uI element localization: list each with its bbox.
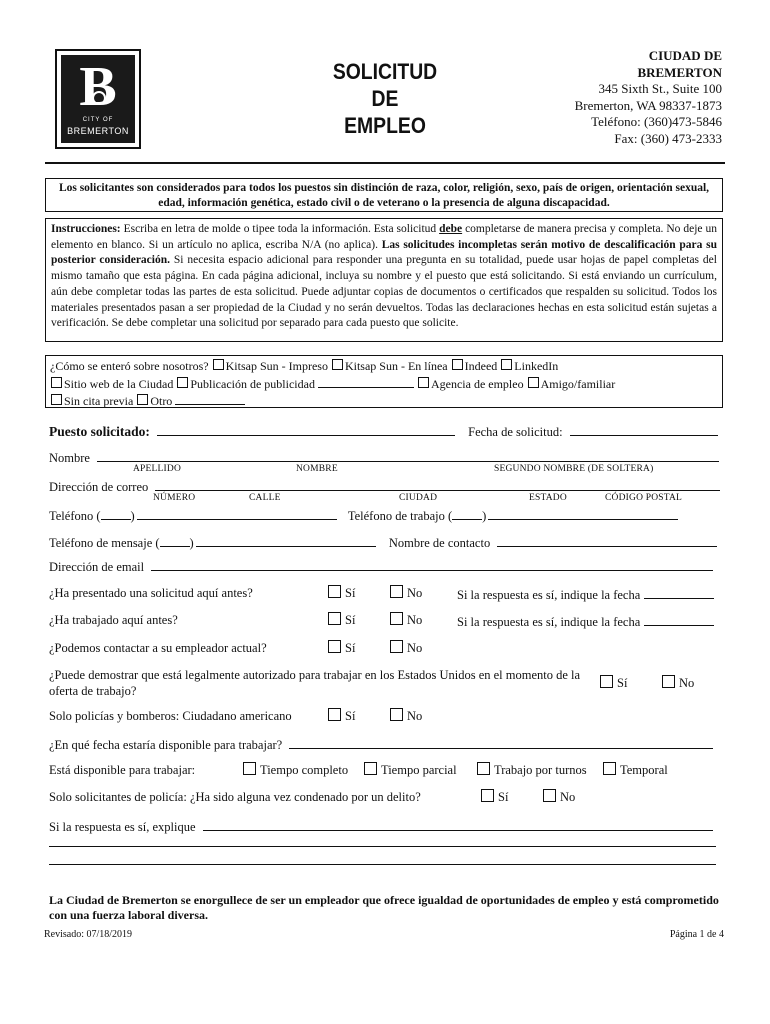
applied-date-field[interactable] <box>644 586 714 599</box>
instructions-box <box>45 218 723 342</box>
worked-date-label: Si la respuesta es sí, indique la fecha <box>457 615 641 629</box>
sub-middle-name: SEGUNDO NOMBRE (DE SOLTERA) <box>494 464 654 474</box>
sub-zip: CÓDIGO POSTAL <box>605 493 683 503</box>
position-label: Puesto solicitado: <box>49 424 150 439</box>
label-walk-in: Sin cita previa <box>64 394 134 408</box>
label-kitsap-online: Kitsap Sun - En línea <box>344 359 448 373</box>
label-kitsap-print: Kitsap Sun - Impreso <box>225 359 328 373</box>
label-other: Otro <box>150 394 173 408</box>
mailing-address-field[interactable] <box>155 478 720 491</box>
yes-label: Sí <box>345 613 356 627</box>
equal-opportunity-statement: La Ciudad de Bremerton se enorgullece de ser un empleador que ofrece igualdad de oportunidades de empleo y está comprometido con una fuerza laboral diversa. <box>49 893 719 922</box>
checkbox-kitsap-print[interactable] <box>213 359 224 370</box>
q-applied-before-yes <box>328 585 355 601</box>
instructions-text-1: Escriba en letra de molde o tipee toda la información. Esta solicitud <box>120 223 440 235</box>
q-contact-employer-label: ¿Podemos contactar a su empleador actual? <box>49 641 267 655</box>
label-friend-family: Amigo/familiar <box>540 376 616 391</box>
application-date-label: Fecha de solicitud: <box>468 425 563 439</box>
checkbox-conviction-no[interactable] <box>543 789 556 802</box>
q-contact-employer-no <box>390 640 422 656</box>
contact-name-label: Nombre de contacto <box>388 536 491 550</box>
option-temporary <box>603 762 668 778</box>
shift-work-label: Trabajo por turnos <box>494 763 587 777</box>
no-label: No <box>560 790 576 804</box>
q-citizen-no <box>390 708 422 724</box>
phone-area-code-field[interactable] <box>101 507 131 520</box>
sub-last-name: APELLIDO <box>133 464 182 474</box>
nondiscrimination-text: Los solicitantes son considerados para todos los puestos sin distinción de raza, color, religión, sexo, país de origen, orientación sexual, edad, información genética, estado civil o de veterano o la presencia de alguna discapacidad. <box>58 182 710 209</box>
q-work-authorization-no <box>662 675 694 691</box>
q-worked-before-label: ¿Ha trabajado aquí antes? <box>49 613 178 627</box>
q-work-authorization-yes <box>600 675 627 691</box>
checkbox-full-time[interactable] <box>243 762 256 775</box>
publication-field[interactable] <box>318 375 414 388</box>
checkbox-city-website[interactable] <box>51 377 62 388</box>
title-line-2: DE <box>371 86 399 111</box>
logo-name: BREMERTON <box>67 126 129 136</box>
message-phone-label: Teléfono de mensaje ( <box>49 536 160 550</box>
email-row <box>49 558 713 575</box>
explain-line-3[interactable] <box>49 864 716 865</box>
label-indeed: Indeed <box>464 359 498 373</box>
checkbox-walk-in[interactable] <box>51 394 62 405</box>
phone-row: Teléfono ( ) Teléfono de trabajo ( ) <box>49 507 678 524</box>
explain-label: Si la respuesta es sí, explique <box>49 820 196 834</box>
checkbox-indeed[interactable] <box>452 359 463 370</box>
instructions-bold: Las solicitudes incompletas serán motivo de descalificación para su posterior consideración. <box>51 238 717 267</box>
explain-row <box>49 818 713 835</box>
referral-box <box>45 355 723 408</box>
org-name-2: BREMERTON <box>637 64 722 80</box>
no-label: No <box>679 676 695 690</box>
city-address <box>575 48 722 147</box>
message-phone-area-code-field[interactable] <box>160 534 190 547</box>
instructions-text-3: Si necesita espacio adicional para responder una pregunta en su totalidad, puede usar hojas de papel completas del mismo tamaño que esta página. En cada página adicional, incluya su nombre y el puesto que está solicitando. Si está enviando un currículum, aún debe completar todas las partes de esta solicitud. Puede adjuntar copias de documentos o certificados que respalden su solicitud. Todos los materiales presentados pasan a ser propiedad de la Ciudad y no serán devueltos. Todas las declaraciones hechas en esta solicitud están sujetas a verificación. Se debe completar una solicitud por separado para cada puesto que solicite. <box>51 254 717 330</box>
yes-label: Sí <box>498 790 509 804</box>
q-worked-before-no <box>390 612 422 628</box>
option-part-time <box>364 762 457 778</box>
label-publication: Publicación de publicidad <box>190 376 315 391</box>
availability-type-label: Está disponible para trabajar: <box>49 763 196 777</box>
no-label: No <box>407 709 423 723</box>
q-conviction-yes <box>481 789 508 805</box>
checkbox-shift-work[interactable] <box>477 762 490 775</box>
no-label: No <box>407 613 423 627</box>
application-date-field[interactable] <box>570 423 718 436</box>
referral-question: ¿Cómo se enteró sobre nosotros? <box>50 359 209 373</box>
checkbox-worked-before-no[interactable] <box>390 612 403 625</box>
no-label: No <box>407 641 423 655</box>
instructions-label: Instrucciones: <box>51 223 121 235</box>
q-work-authorization-label: ¿Puede demostrar que está legalmente autorizado para trabajar en los Estados Unidos en el momento de la oferta de trabajo? <box>49 668 581 698</box>
q-contact-employer-yes <box>328 640 355 656</box>
availability-date-field[interactable] <box>289 736 713 749</box>
logo-city-of: CITY OF <box>82 117 114 123</box>
phone-field[interactable] <box>137 507 337 520</box>
checkbox-applied-before-no[interactable] <box>390 585 403 598</box>
position-field[interactable] <box>157 423 455 436</box>
availability-date-label: ¿En qué fecha estaría disponible para trabajar? <box>49 738 283 752</box>
checkbox-citizen-yes[interactable] <box>328 708 341 721</box>
phone-number: Teléfono: (360)473-5846 <box>591 114 722 129</box>
fax-number: Fax: (360) 473-2333 <box>614 130 722 146</box>
checkbox-linkedin[interactable] <box>501 359 512 370</box>
checkbox-applied-before-yes[interactable] <box>328 585 341 598</box>
temporary-label: Temporal <box>620 763 668 777</box>
applied-date-row <box>457 586 714 603</box>
org-name-1: CIUDAD DE <box>648 48 722 63</box>
worked-date-row <box>457 613 714 630</box>
title-line-3: EMPLEO <box>344 113 426 138</box>
title-line-1: SOLICITUD <box>332 59 438 84</box>
yes-label: Sí <box>617 676 628 690</box>
yes-label: Sí <box>345 586 356 600</box>
checkbox-other[interactable] <box>137 394 148 405</box>
label-city-website: Sitio web de la Ciudad <box>64 376 174 391</box>
page-number: Página 1 de 4 <box>669 929 724 940</box>
email-field[interactable] <box>151 558 713 571</box>
name-label: Nombre <box>49 451 90 465</box>
q-conviction-label: Solo solicitantes de policía: ¿Ha sido alguna vez condenado por un delito? <box>49 790 421 804</box>
availability-date-row <box>49 736 713 753</box>
position-row <box>49 423 718 440</box>
email-label: Dirección de email <box>49 560 145 574</box>
checkbox-friend-family[interactable] <box>528 377 539 388</box>
instructions-must: debe <box>439 223 463 235</box>
applied-date-label: Si la respuesta es sí, indique la fecha <box>457 588 641 602</box>
checkbox-employment-agency[interactable] <box>418 377 429 388</box>
message-phone-field[interactable] <box>196 534 376 547</box>
contact-name-field[interactable] <box>497 534 717 547</box>
checkbox-work-authorization-yes[interactable] <box>600 675 613 688</box>
checkbox-work-authorization-no[interactable] <box>662 675 675 688</box>
q-applied-before-label: ¿Ha presentado una solicitud aquí antes? <box>49 586 253 600</box>
q-citizen-yes <box>328 708 355 724</box>
message-phone-row: Teléfono de mensaje ( ) Nombre de contacto <box>49 534 717 551</box>
work-phone-label: Teléfono de trabajo ( <box>347 509 453 523</box>
label-linkedin: LinkedIn <box>514 359 559 373</box>
part-time-label: Tiempo parcial <box>381 763 457 777</box>
mailing-address-label: Dirección de correo <box>49 480 149 494</box>
header-divider <box>45 162 725 164</box>
option-full-time <box>243 762 348 778</box>
sub-first-name: NOMBRE <box>296 464 338 474</box>
q-worked-before-yes <box>328 612 355 628</box>
q-applied-before-no <box>390 585 422 601</box>
yes-label: Sí <box>345 641 356 655</box>
work-phone-field[interactable] <box>488 507 678 520</box>
option-shift-work <box>477 762 587 778</box>
label-employment-agency: Agencia de empleo <box>430 376 524 391</box>
ship-wheel-icon <box>92 91 106 105</box>
sub-state: ESTADO <box>529 493 567 503</box>
form-title <box>310 58 460 139</box>
checkbox-temporary[interactable] <box>603 762 616 775</box>
sub-street: CALLE <box>249 493 281 503</box>
checkbox-citizen-no[interactable] <box>390 708 403 721</box>
work-phone-area-code-field[interactable] <box>452 507 482 520</box>
yes-label: Sí <box>345 709 356 723</box>
explain-line-2[interactable] <box>49 846 716 847</box>
worked-date-field[interactable] <box>644 613 714 626</box>
checkbox-contact-employer-yes[interactable] <box>328 640 341 653</box>
city-state-zip: Bremerton, WA 98337-1873 <box>574 97 722 113</box>
logo-letter: B <box>79 56 117 118</box>
checkbox-conviction-yes[interactable] <box>481 789 494 802</box>
no-label: No <box>407 586 423 600</box>
q-conviction-no <box>543 789 575 805</box>
checkbox-part-time[interactable] <box>364 762 377 775</box>
sub-city: CIUDAD <box>399 493 438 503</box>
name-field[interactable] <box>97 449 719 462</box>
checkbox-worked-before-yes[interactable] <box>328 612 341 625</box>
instructions-text-2: completarse de manera precisa y completa. No deje un elemento en blanco. Si un artículo no aplica, escriba N/A (no aplica). <box>51 223 717 251</box>
full-time-label: Tiempo completo <box>260 763 349 777</box>
revision-date: Revisado: 07/18/2019 <box>44 929 133 940</box>
sub-number: NÚMERO <box>153 493 196 503</box>
checkbox-kitsap-online[interactable] <box>332 359 343 370</box>
checkbox-publication[interactable] <box>177 377 188 388</box>
nondiscrimination-box <box>45 178 723 212</box>
city-logo <box>55 49 141 149</box>
explain-field[interactable] <box>203 818 713 831</box>
q-citizen-label: Solo policías y bomberos: Ciudadano americano <box>49 709 292 723</box>
phone-label: Teléfono ( <box>49 509 101 523</box>
checkbox-contact-employer-no[interactable] <box>390 640 403 653</box>
other-field[interactable] <box>175 392 245 405</box>
street-address: 345 Sixth St., Suite 100 <box>598 81 722 96</box>
